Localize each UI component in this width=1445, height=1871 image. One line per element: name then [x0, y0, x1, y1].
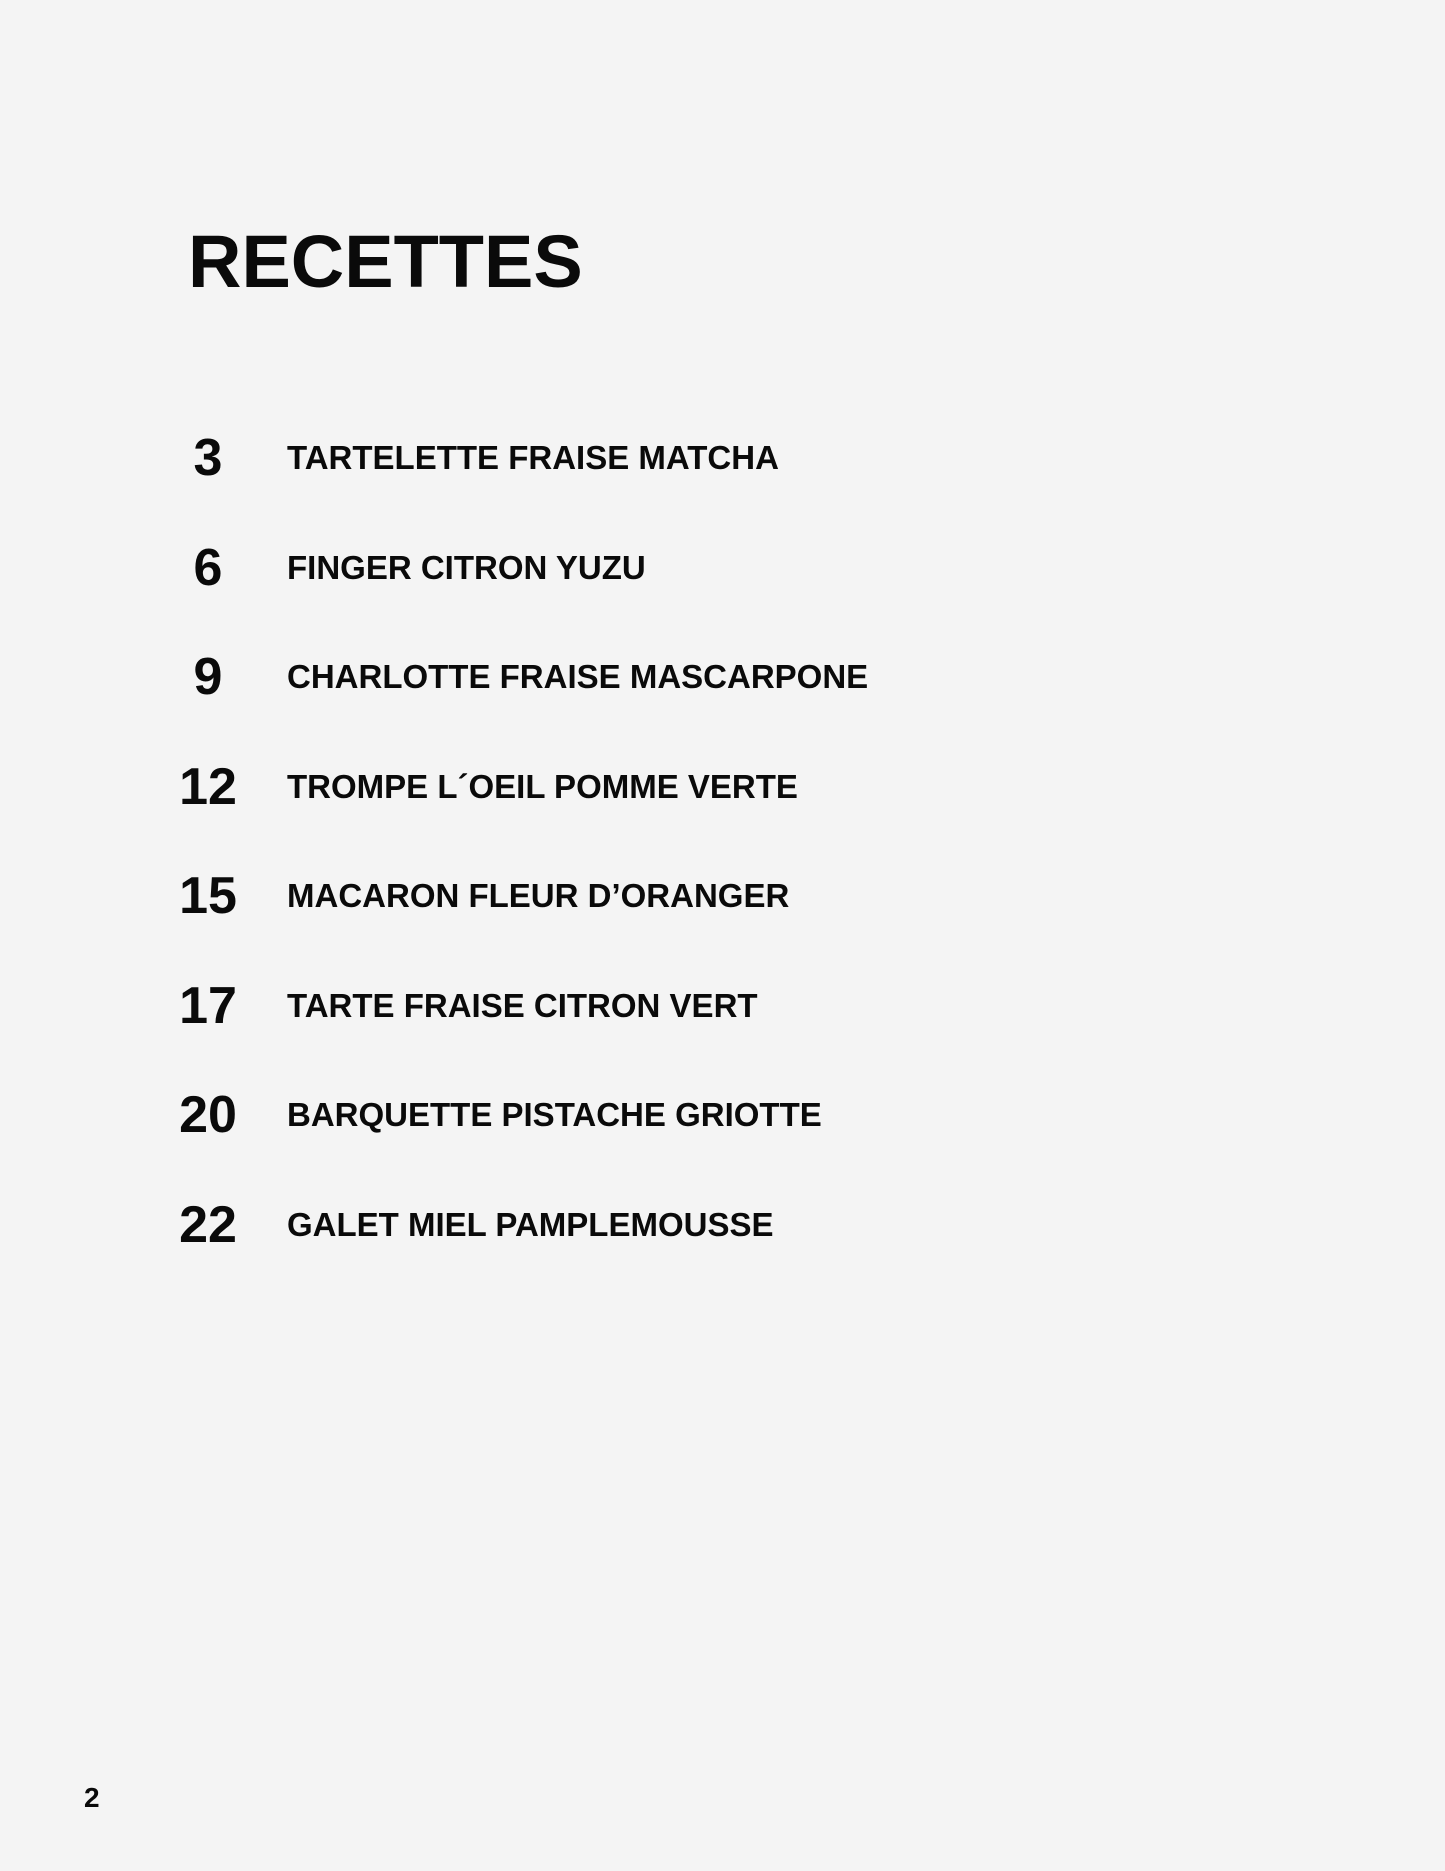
page-title: RECETTES: [188, 220, 583, 303]
toc-entry: [0, 974, 1000, 1038]
toc-page-number: 3: [193, 429, 223, 487]
toc-entry: [0, 864, 1000, 928]
toc-page-number: 22: [179, 1196, 237, 1254]
toc-entry: [0, 1083, 1000, 1147]
toc-page-number: 20: [179, 1086, 237, 1144]
toc-entry: [0, 1193, 1000, 1257]
toc-entry: [0, 645, 1000, 709]
toc-page-number: 6: [193, 539, 223, 597]
toc-recipe-title: GALET MIEL PAMPLEMOUSSE: [287, 1206, 774, 1243]
toc-page-number: 12: [179, 758, 237, 816]
toc-page-number: 17: [179, 977, 237, 1035]
toc-page-number: 15: [179, 867, 237, 925]
toc-entry: [0, 755, 1000, 819]
toc-recipe-title: TARTELETTE FRAISE MATCHA: [287, 439, 779, 476]
toc-entry: [0, 536, 1000, 600]
toc-recipe-title: CHARLOTTE FRAISE MASCARPONE: [287, 658, 869, 695]
toc-recipe-title: TARTE FRAISE CITRON VERT: [287, 987, 758, 1024]
toc-recipe-title: BARQUETTE PISTACHE GRIOTTE: [287, 1096, 822, 1133]
toc-recipe-title: TROMPE L´OEIL POMME VERTE: [287, 768, 798, 805]
toc-entry: [0, 426, 1000, 490]
toc-page-number: 9: [193, 648, 223, 706]
page-number: 2: [84, 1782, 100, 1813]
toc-recipe-title: FINGER CITRON YUZU: [287, 549, 646, 586]
toc-recipe-title: MACARON FLEUR D’ORANGER: [287, 877, 790, 914]
